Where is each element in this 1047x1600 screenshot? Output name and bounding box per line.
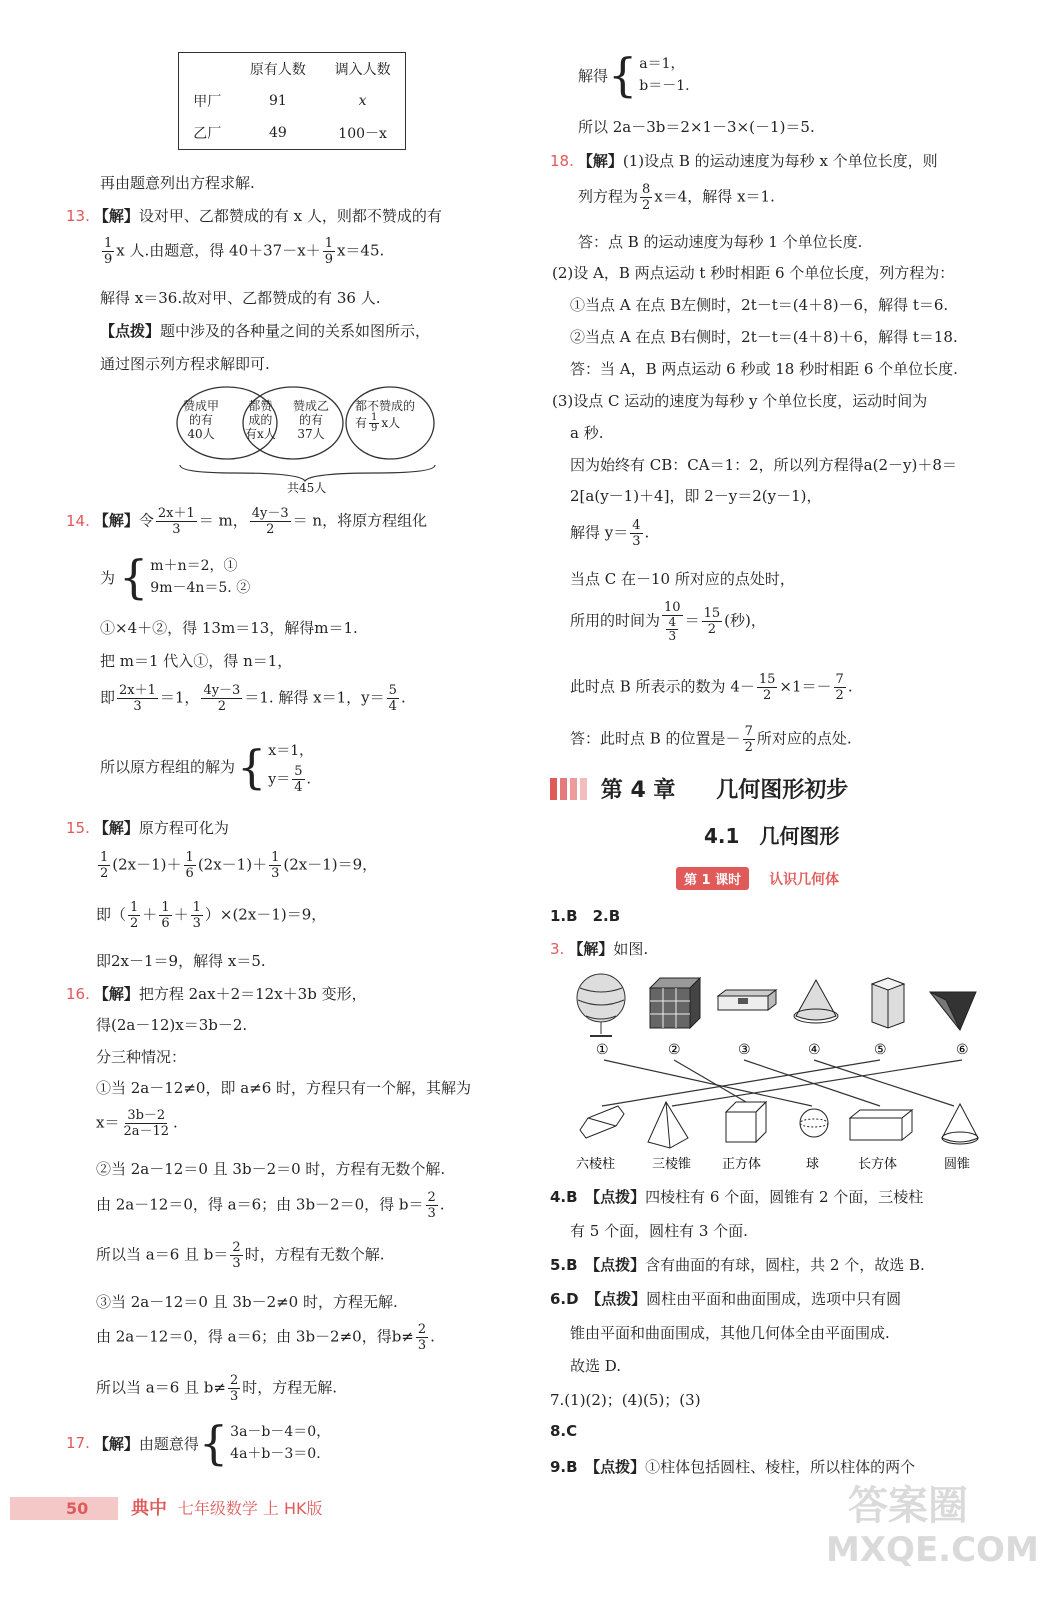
bottom-label: 六棱柱 bbox=[576, 1157, 616, 1172]
tip-tag: 【点拨】 bbox=[100, 322, 161, 340]
venn-label-a: 赞成甲 的有 40人 bbox=[183, 399, 220, 441]
box-icon bbox=[718, 990, 776, 1010]
answer-4-line2: 有 5 个面，圆柱有 3 个面. bbox=[570, 1222, 748, 1240]
table-header: 调入人数 bbox=[334, 62, 391, 78]
q18-line6: ②当点 A 在点 B右侧时，2t－t＝(4＋8)＋6，解得 t＝18. bbox=[570, 328, 958, 346]
top-label: ④ bbox=[808, 1042, 821, 1058]
q13-line5: 通过图示列方程求解即可. bbox=[100, 355, 270, 373]
answer-tag: 【解】 bbox=[568, 940, 614, 958]
answer-8: 8.C bbox=[550, 1422, 578, 1440]
question-number: 14. bbox=[66, 511, 90, 530]
q18-line10: 因为始终有 CB：CA＝1：2，所以列方程得a(2－y)＋8＝ bbox=[570, 456, 957, 474]
hex-prism-icon bbox=[872, 978, 904, 1028]
q18-line4: (2)设 A，B 两点运动 t 秒时相距 6 个单位长度，列方程为： bbox=[552, 264, 955, 282]
chapter-bar-icon bbox=[570, 778, 577, 800]
cone-shape bbox=[942, 1104, 978, 1144]
rubik-cube-icon bbox=[650, 978, 700, 1028]
q18-line16: 答：此时点 B 的位置是－ $\frac{7}{2}$ 所对应的点处. bbox=[570, 724, 852, 755]
top-label: ③ bbox=[738, 1042, 751, 1058]
cube-shape bbox=[726, 1102, 766, 1142]
question-number: 17. bbox=[66, 1434, 90, 1452]
cuboid-shape bbox=[850, 1110, 912, 1140]
matching-lines bbox=[602, 1060, 962, 1106]
geometry-svg bbox=[566, 966, 996, 1176]
q15-line4: 即2x－1＝9，解得 x＝5. bbox=[96, 952, 266, 970]
table-cell: 100－x bbox=[338, 126, 387, 142]
q18-line12: 解得 y＝ $\frac{4}{3}$ . bbox=[570, 518, 650, 549]
q13-line4 bbox=[100, 320, 430, 341]
fraction: $\frac{1}{9}$ bbox=[324, 236, 333, 267]
venn-label-b: 都赞 成的 有x人 bbox=[245, 399, 276, 441]
footer bbox=[10, 1494, 323, 1520]
chapter-title: 几何图形初步 bbox=[716, 778, 849, 803]
q16-line3: 分三种情况： bbox=[96, 1048, 187, 1066]
lesson-heading bbox=[676, 867, 839, 890]
answer-9: 9.B 【点拨】①柱体包括圆柱、棱柱，所以柱体的两个 bbox=[550, 1458, 916, 1476]
q15-line2: $\frac{1}{2}$ (2x－1)＋ $\frac{1}{6}$ (2x－1)＋ $\frac{1}{3}$ (2x－1)＝9， bbox=[100, 850, 378, 881]
q16-line6: ②当 2a－12＝0 且 3b－2＝0 时，方程有无数个解. bbox=[96, 1160, 446, 1178]
table-cell: 乙厂 bbox=[193, 126, 222, 142]
q18-line9: a 秒. bbox=[570, 424, 604, 442]
answer-7: 7.(1)(2)；(4)(5)；(3) bbox=[550, 1391, 701, 1409]
q18-line14: 所用的时间为 $\frac{10}{\frac{4}{3}}$ ＝ $\frac{15}{2}$ (秒)， bbox=[570, 600, 766, 643]
answer-1-2: 1.B 2.B bbox=[550, 907, 621, 925]
chapter-bar-icon bbox=[550, 778, 557, 800]
text: 题中涉及的各种量之间的关系如图所示， bbox=[160, 322, 431, 340]
q14-system: 为 { m＋n＝2，① 9m－4n＝5. ② bbox=[100, 550, 251, 604]
q14-solution: 所以原方程组的解为 { x＝1， y＝ $\frac{5}{4}$ . bbox=[100, 739, 314, 795]
q18-line5: ①当点 A 在点 B左侧时，2t－t＝(4＋8)－6，解得 t＝6. bbox=[570, 296, 949, 314]
watermark-url: MXQE.COM bbox=[826, 1530, 1039, 1570]
intro-line: 再由题意列出方程求解. bbox=[100, 174, 255, 192]
q13-line3: 解得 x＝36.故对甲、乙都赞成的有 36 人. bbox=[100, 289, 381, 307]
answer-6-line1: 6.D 【点拨】圆柱由平面和曲面围成，选项中只有圆 bbox=[550, 1290, 902, 1308]
text: 设对甲、乙都赞成的有 x 人，则都不赞成的有 bbox=[138, 207, 442, 225]
q16-line11: 所以当 a＝6 且 b≠ $\frac{2}{3}$ 时，方程无解. bbox=[96, 1373, 338, 1404]
question-number: 16. bbox=[66, 985, 90, 1003]
table-cell: x bbox=[358, 93, 367, 109]
top-label: ① bbox=[596, 1042, 609, 1058]
q16-line4: ①当 2a－12≠0，即 a≠6 时，方程只有一个解，其解为 bbox=[96, 1079, 472, 1097]
q18-line1: 18. 【解】(1)设点 B 的运动速度为每秒 x 个单位长度，则 bbox=[550, 152, 938, 170]
answer-tag: 【解】 bbox=[93, 819, 139, 837]
bottom-label: 正方体 bbox=[722, 1157, 762, 1172]
question-number: 13. bbox=[66, 207, 90, 225]
q14-line1: 14. 【解】令 $\frac{2x+1}{3}$ ＝ m， $\frac{4y-3}{2}$ ＝ n，将原方程组化 bbox=[66, 506, 428, 537]
brand-logo: 典中 bbox=[131, 1498, 168, 1519]
table-cell: 49 bbox=[268, 125, 287, 141]
q16-line5: x＝ $\frac{3b-2}{2a-12}$ . bbox=[96, 1108, 178, 1139]
answer-tag: 【解】 bbox=[93, 511, 139, 530]
answer-6-line3: 故选 D. bbox=[570, 1357, 622, 1375]
q16-line1: 16. 【解】把方程 2ax＋2＝12x＋3b 变形， bbox=[66, 985, 367, 1003]
fraction: $\frac{1}{9}$ bbox=[104, 236, 113, 267]
top-label: ⑥ bbox=[956, 1042, 969, 1058]
top-label: ⑤ bbox=[874, 1042, 887, 1058]
answer-tag: 【解】 bbox=[93, 207, 139, 225]
book-title: 七年级数学 上 HK版 bbox=[177, 1499, 323, 1518]
top-label: ② bbox=[668, 1042, 681, 1058]
q13-line2 bbox=[100, 236, 384, 267]
pyramid-icon bbox=[930, 992, 976, 1030]
globe-icon bbox=[577, 974, 625, 1022]
question-number: 15. bbox=[66, 819, 90, 837]
venn-label-d: 都不赞成的 有 $\frac{1}{9}$ x人 bbox=[355, 399, 416, 434]
q16-line8: 所以当 a＝6 且 b＝ $\frac{2}{3}$ 时，方程有无数个解. bbox=[96, 1240, 385, 1271]
text: x 人.由题意，得 40＋37－x＋ bbox=[116, 241, 321, 260]
answer-tag: 【解】 bbox=[577, 152, 623, 170]
q15-line1: 15. 【解】原方程可化为 bbox=[66, 819, 229, 837]
q14-line3: ①×4＋②，得 13m＝13，解得m＝1. bbox=[100, 619, 358, 637]
bottom-label: 三棱锥 bbox=[652, 1157, 692, 1172]
q15-line3: 即（ $\frac{1}{2}$ ＋ $\frac{1}{6}$ ＋ $\frac{1}{3}$ ）×(2x－1)＝9， bbox=[96, 900, 327, 931]
watermark-logo: 答案圈 bbox=[848, 1483, 968, 1529]
answer-4-line1: 4.B 【点拨】四棱柱有 6 个面，圆锥有 2 个面，三棱柱 bbox=[550, 1188, 924, 1206]
answer-6-line2: 锥由平面和曲面围成，其他几何体全由平面围成. bbox=[570, 1324, 890, 1342]
geometry-matching-figure bbox=[566, 966, 996, 1176]
q17-final: 所以 2a－3b＝2×1－3×(－1)＝5. bbox=[578, 118, 815, 136]
q13-line1 bbox=[66, 205, 442, 226]
bottom-label: 长方体 bbox=[858, 1157, 898, 1172]
venn-label-c: 赞成乙 的有 37人 bbox=[293, 399, 330, 441]
q18-line8: (3)设点 C 运动的速度为每秒 y 个单位长度，运动时间为 bbox=[552, 392, 928, 410]
chapter-label: 第 4 章 bbox=[600, 778, 676, 803]
q18-line13: 当点 C 在－10 所对应的点处时， bbox=[570, 570, 795, 588]
chapter-bar-icon bbox=[560, 778, 567, 800]
lesson-badge: 第 1 课时 bbox=[676, 867, 749, 890]
q18-line15: 此时点 B 所表示的数为 4－ $\frac{15}{2}$ ×1＝－ $\frac{7}{2}$ . bbox=[570, 672, 853, 703]
sphere-shape bbox=[800, 1109, 828, 1137]
chapter-heading bbox=[550, 773, 848, 804]
cone-hat-icon bbox=[794, 980, 838, 1023]
question-number: 3. bbox=[550, 940, 565, 958]
q18-line7: 答：当 A，B 两点运动 6 秒或 18 秒时相距 6 个单位长度. bbox=[570, 360, 958, 378]
answer-tag: 【解】 bbox=[93, 1434, 139, 1453]
q14-line5: 即 $\frac{2x+1}{3}$ ＝1， $\frac{4y-3}{2}$ ＝1. 解得 x＝1，y＝ $\frac{5}{4}$ . bbox=[100, 683, 406, 714]
bottom-label: 球 bbox=[806, 1157, 820, 1172]
q16-line9: ③当 2a－12＝0 且 3b－2≠0 时，方程无解. bbox=[96, 1293, 398, 1311]
table-header bbox=[179, 53, 236, 86]
q16-line2: 得(2a－12)x＝3b－2. bbox=[96, 1016, 248, 1034]
page-number: 50 bbox=[10, 1497, 118, 1520]
q17-result: 解得 { a＝1， b＝－1. bbox=[578, 48, 690, 102]
triangular-pyramid-shape bbox=[648, 1102, 688, 1148]
hex-prism-shape bbox=[580, 1106, 624, 1138]
section-title: 4.1 几何图形 bbox=[704, 824, 840, 848]
q18-line3: 答：点 B 的运动速度为每秒 1 个单位长度. bbox=[578, 233, 863, 251]
bottom-label: 圆锥 bbox=[944, 1157, 971, 1172]
question-number: 18. bbox=[550, 152, 574, 170]
q17: 17. 【解】 由题意得 { 3a－b－4＝0， 4a＋b－3＝0. bbox=[66, 1416, 331, 1470]
people-table bbox=[178, 52, 406, 150]
answer-5: 5.B 【点拨】含有曲面的有球，圆柱，共 2 个，故选 B. bbox=[550, 1256, 925, 1274]
q18-line2: 列方程为 $\frac{8}{2}$ x＝4，解得 x＝1. bbox=[578, 182, 775, 213]
text: x＝45. bbox=[336, 241, 385, 260]
answer-3: 3. 【解】如图. bbox=[550, 940, 649, 958]
lesson-title: 认识几何体 bbox=[769, 872, 840, 888]
answer-tag: 【解】 bbox=[93, 985, 139, 1003]
table-header: 原有人数 bbox=[249, 62, 306, 78]
venn-total: 共45人 bbox=[287, 481, 327, 495]
q14-line4: 把 m＝1 代入①，得 n＝1， bbox=[100, 652, 293, 670]
q18-line11: 2[a(y－1)＋4]，即 2－y＝2(y－1)， bbox=[570, 487, 822, 505]
table-cell: 91 bbox=[268, 93, 287, 109]
q16-line7: 由 2a－12＝0，得 a＝6；由 3b－2＝0，得 b＝ $\frac{2}{3}$ . bbox=[96, 1190, 445, 1221]
venn-diagram bbox=[175, 385, 445, 495]
table-cell: 甲厂 bbox=[193, 94, 222, 110]
q16-line10: 由 2a－12＝0，得 a＝6；由 3b－2≠0，得b≠ $\frac{2}{3}$ . bbox=[96, 1322, 435, 1353]
chapter-bar-icon bbox=[580, 778, 587, 800]
